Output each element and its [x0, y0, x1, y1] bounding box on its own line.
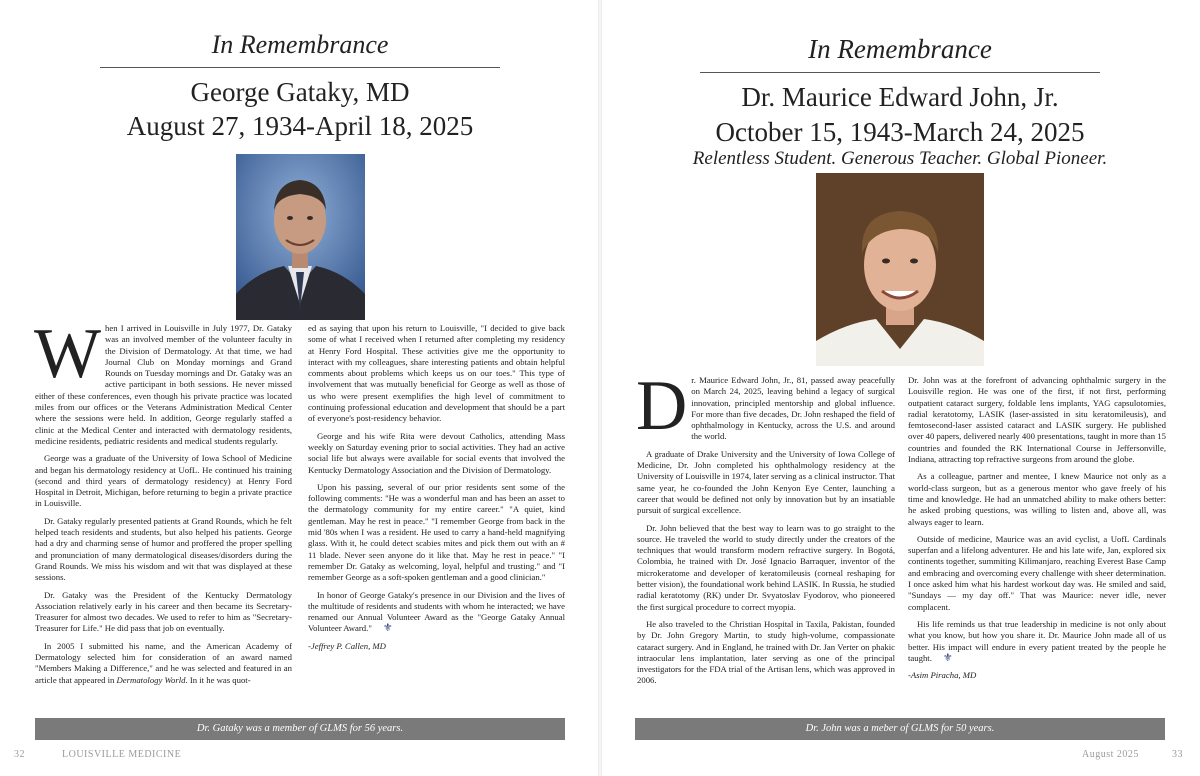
right-paragraph: Dr. John was at the forefront of advancing ophthalmic surgery in the Louisville region. He was one of the first, if not first, performing outpatient cataract surgery, foldable lens implants, YAG capsulotomies, radial keratotomy, LASIK (laser-assisted in situ keratomileusis), and femtosecond-laser assisted cataract and LASIK surgery. He published over 40 papers, delivered nearly 400 presentations, taught in more than 15 countries and founded the RK International Course in Jeffersonville, Indiana, attracting top refractive surgeons from around the globe. — [908, 375, 1166, 465]
right-title-rule — [700, 72, 1100, 73]
right-paragraph: Outside of medicine, Maurice was an avid cyclist, a UofL Cardinals superfan and a lifelong adventurer. He and his late wife, Jan, explored six continents together, summiting Kilimanjaro, reaching Everest Base Camp and embracing and overcoming every challenge with sheer determination. I once asked him what his hardest workout day was. He smiled and said, "Sundays — my day off." That was Maurice: never idle, never complacent. — [908, 533, 1166, 612]
left-paragraph: George was a graduate of the University of Iowa School of Medicine and began his dermatology residency at UofL. He continued his training (second and third years of dermatology residency) at Henry Ford Hospital in Detroit, Michigan, before returning to begin a private practice in Louisville. — [35, 453, 292, 509]
right-page-number: 33 — [1172, 749, 1183, 760]
right-dropcap: D — [636, 367, 688, 445]
left-paragraph: Dr. Gataky regularly presented patients at Grand Rounds, which he felt helped teach residents and students, but also helped his patients. George had a dry and charming sense of humor and proffered the proper spelling and pronunciation of many dermatological diseases/disorders during the Grand Rounds. We miss his wisdom and wit that was displayed at these sessions. — [35, 515, 292, 583]
fleur-de-lis-icon: ⚜ — [382, 622, 393, 635]
left-column-2 — [308, 323, 565, 652]
left-dates: August 27, 1934-April 18, 2025 — [126, 111, 474, 141]
left-page-number: 32 — [14, 749, 25, 760]
right-paragraph: A graduate of Drake University and the University of Iowa College of Medicine, Dr. John completed his ophthalmology residency at the University of Louisville in 1974, later serving as a clinical instructor. That same year, he co-founded the John Kenyon Eye Center, launching a career that would be defined not only by innovation but by an insatiable pursuit of surgical excellence. — [637, 448, 895, 516]
right-membership-banner: Dr. John was a meber of GLMS for 50 years. — [635, 718, 1165, 740]
right-paragraph: His life reminds us that true leadership in medicine is not only about what you know, but how you share it. Dr. Maurice John made all of us better. His impact will endure in every patient treated by the people he taught. ⚜ — [908, 618, 1166, 664]
left-paragraph: Upon his passing, several of our prior residents sent some of the following comments: "He was a wonderful man and has been an asset to the dermatology community for my entire career." "A quiet, kind gentleman. May he rest in peace." "I remember George from back in the mid '80s when I was a resident. He used to carry a hand-held magnifying glass. With it, he could detect scabies mites and pick them out with an # 11 blade. Never seen anyone do it like that. May he rest in peace." "I remember Dr. Gataky as welcoming, loyal, helpful and trusting." and "I remember George as a soft-spoken gentleman and a good clinician." — [308, 481, 565, 583]
right-dates: October 15, 1943-March 24, 2025 — [715, 117, 1085, 147]
left-paragraph: In honor of George Gataky's presence in our Division and the lives of the multitude of residents and students with whom he interacted; we have renamed our Annual Volunteer Award as the "George Gataky Annual Volunteer Award." ⚜ — [308, 589, 565, 635]
left-kicker: In Remembrance — [211, 30, 389, 59]
right-paragraph: He also traveled to the Christian Hospital in Taxila, Pakistan, founded by Dr. John Gregory Martin, to study high-volume, compassionate cataract surgery. And in England, he trained with Dr. Jan Verter on phakic intraocular lens implantation, later serving as one of the principal investigators for the FDA trial of the Artisan lens, which was approved in 2006. — [637, 618, 895, 686]
left-membership-banner: Dr. Gataky was a member of GLMS for 56 years. — [35, 718, 565, 740]
right-page — [600, 0, 1200, 776]
left-portrait — [236, 154, 365, 320]
right-column-1 — [636, 367, 895, 693]
left-paragraph: hen I arrived in Louisville in July 1977, Dr. Gataky was an involved member of the volunteer faculty in the Division of Dermatology. At that time, we had Journal Club on Monday mornings and Grand Rounds on Tuesday mornings and Dr. Gataky was an active participant in both sessions. He never missed either of these conferences, even though his private practice was located miles from our offices or the Veterans Administration Medical Center where the sessions were held. In addition, George regularly staffed a clinic at the Medical Center and interacted with dermatology residents, medicine residents, pediatric residents and medical students regularly. — [35, 323, 292, 446]
right-name: Dr. Maurice Edward John, Jr. — [741, 82, 1059, 112]
right-paragraph: Dr. John believed that the best way to learn was to go straight to the source. He traveled the world to study directly under the creators of the techniques that would transform modern refractive surgery. In Bogotá, Colombia, he trained with Dr. José Ignacio Barraquer, inventor of the microkeratome and developer of keratomileusis (corneal reshaping for better vision), the foundational work behind LASIK. In Russia, he studied radial keratotomy (RK) under Dr. Svyatoslav Fyodorov, who pioneered the first surgical procedure to correct myopia. — [637, 522, 895, 612]
right-tagline: Relentless Student. Generous Teacher. Global Pioneer. — [692, 148, 1108, 169]
journal-title: Dermatology World — [116, 674, 186, 685]
left-title-rule — [100, 67, 500, 68]
left-paragraph: Dr. Gataky was the President of the Kentucky Dermatology Association relatively early in his career and then became its Secretary-Treasurer for almost two decades. We used to refer to him as "Secretary-Treasurer for Life." He did pass that job on eventually. — [35, 589, 292, 634]
right-paragraph: r. Maurice Edward John, Jr., 81, passed away peacefully on March 24, 2025, leaving behind a legacy of surgical innovation, principled mentorship and global influence. For more than five decades, Dr. John reshaped the field of ophthalmology in Kentucky, across the U.S. and around the world. — [691, 375, 895, 442]
right-column-2 — [908, 375, 1166, 681]
right-issue-date: August 2025 — [1082, 749, 1139, 760]
left-column-1 — [34, 315, 292, 692]
fleur-de-lis-icon: ⚜ — [942, 651, 953, 664]
left-name: George Gataky, MD — [190, 77, 410, 107]
right-kicker: In Remembrance — [808, 34, 992, 64]
right-portrait — [816, 173, 984, 366]
left-dropcap: W — [34, 315, 102, 393]
left-paragraph: ed as saying that upon his return to Louisville, "I decided to give back some of what I received when I returned after completing my residency at Henry Ford Hospital. These activities give me the opportunity to interact with my colleagues, share interesting patients and obtain helpful comments about problems which keeps us on our toes." This type of involvement that was mutually beneficial for George as well as those of us who were present exemplifies the high level of commitment to continuing professional education and development that should be a part of everyone's post-residency behavior. — [308, 323, 565, 424]
right-paragraph: As a colleague, partner and mentee, I knew Maurice not only as a world-class surgeon, but as a generous mentor who gave freely of his time and knowledge. He had an unmatched ability to make others better: he asked probing questions, was willing to listen and, above all, was always eager to learn. — [908, 471, 1166, 527]
left-paragraph: In 2005 I submitted his name, and the American Academy of Dermatology selected him for consideration of an award named "Members Making a Difference," and he was selected and featured in an article that appeared in Dermatology World. In it he was quot- — [35, 640, 292, 685]
right-signature: -Asim Piracha, MD — [908, 670, 977, 681]
left-signature: -Jeffrey P. Callen, MD — [308, 640, 386, 651]
left-paragraph: George and his wife Rita were devout Catholics, attending Mass weekly on Saturday evening prior to social activities. They had an active social life but always were available for social events that involved the Kentucky Dermatology Association and the Division of Dermatology. — [308, 430, 565, 475]
left-publication-title: LOUISVILLE MEDICINE — [62, 749, 182, 760]
